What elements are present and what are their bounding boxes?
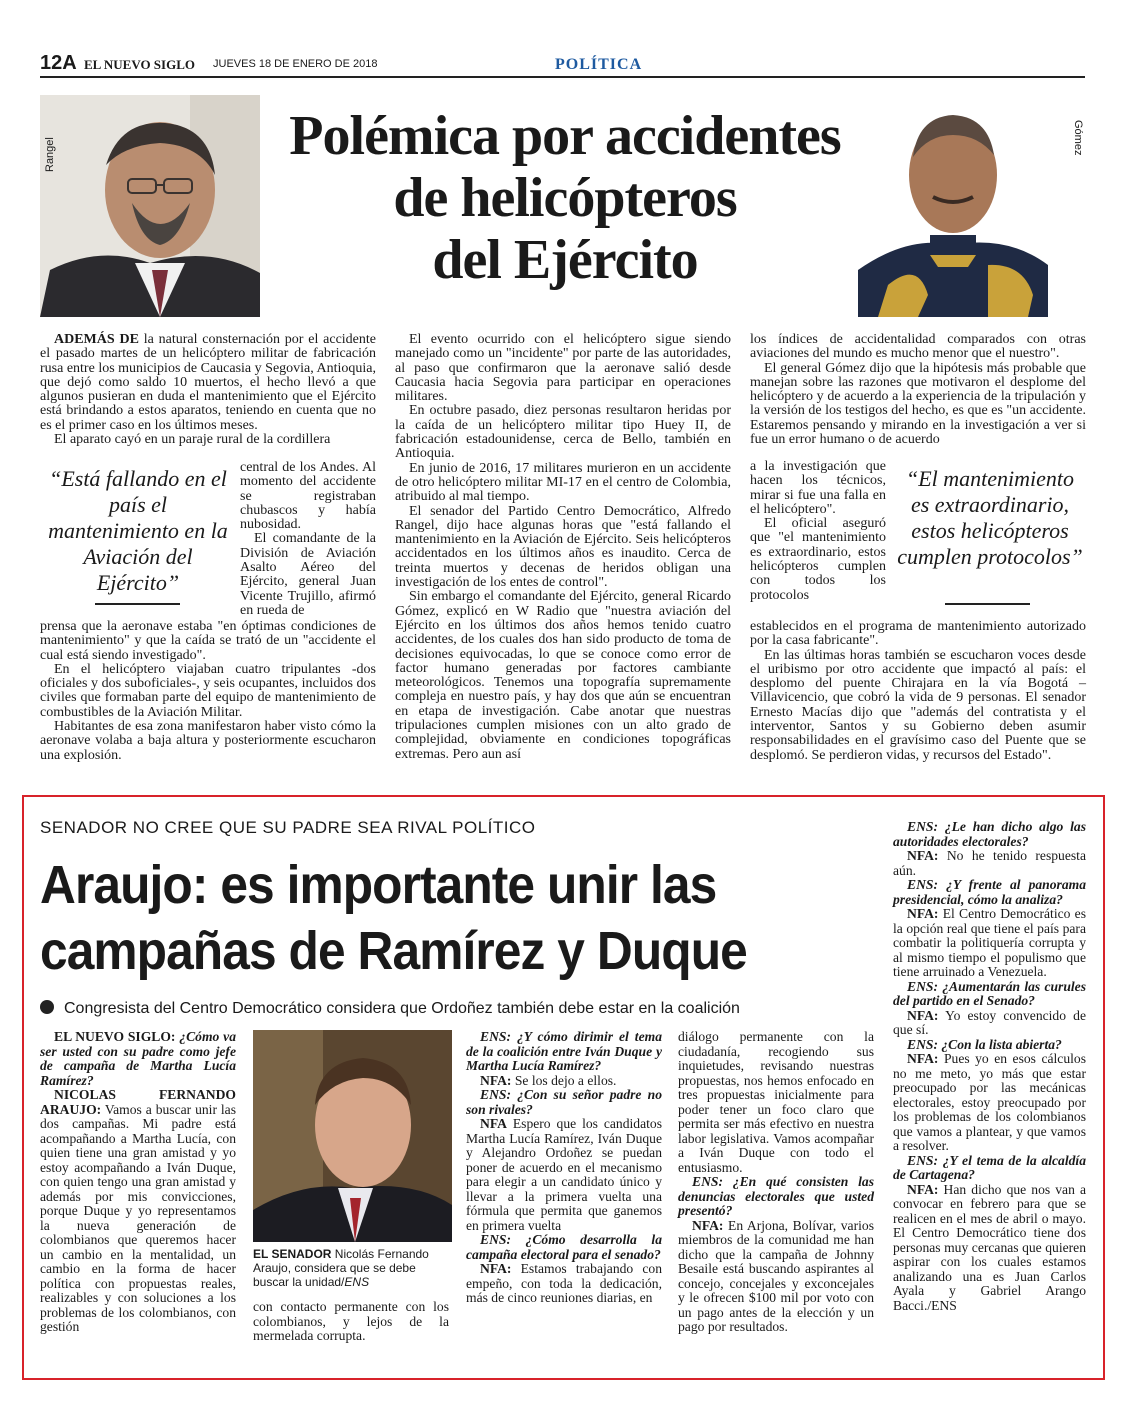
article1-column-1-bottom: prensa que la aeronave estaba "en óptimas condiciones de mantenimiento" y que la caída se trató de un "accidente el cual está siendo investigado". En el helicóptero viajaban cuatro tripulantes -dos oficiales y dos suboficiales-, y seis ocupantes, incluidos dos civiles que formaban parte del equipo de mantenimiento de combustibles de la Aviación Militar. Habitantes de esa zona manifestaron haber visto cómo la aeronave volaba a baja altura y posteriormente escucharon una explosión. xyxy=(40,619,376,763)
page-number: 12A xyxy=(40,52,77,74)
article1-column-3: los índices de accidentalidad comparados con otras aviaciones del mundo es mucho menor que el nuestro". El general Gómez dijo que la hipótesis más probable que manejan sobre las razones que motivaron el desplome del helicóptero y de acuerdo a la experiencia de la tripulación y la versión de los testigos del hecho, es que es "un accidente. Estaremos pensando y mirando en la investigación a ver si fue un error humano o de acuerdo xyxy=(750,332,1086,448)
article2-headline: Araujo: es importante unir las campañas de Ramírez y Duque xyxy=(40,855,747,981)
photo-credit-left: Rangel xyxy=(44,137,56,172)
interview-column-4: diálogo permanente con la ciudadanía, recogiendo sus inquietudes, revisando nuestras propuestas, nos hemos enfocado en tres propuestas inicialmente para poder tener un foco claro que permita ser más efectivo en nuestra labor legislativa. Vamos acompañar a Iván Duque con todo el entusiasmo. ENS: ¿En qué consisten las denuncias electorales que usted presentó? NFA: En Arjona, Bolívar, varios miembros de la comunidad me han dicho que la campaña de Johnny Besaile está buscando aspirantes al concejo, concejales y exconcejales y le ofrecen $100 mil por voto con un pago antes de la elección y un pago por resultados. xyxy=(678,1029,874,1334)
interview-column-1: EL NUEVO SIGLO: ¿Cómo va ser usted con su padre como jefe de campaña de Martha Lucía Ramírez? NICOLAS FERNANDO ARAUJO: Vamos a buscar unir las dos campañas. Mi padre está acompañando a Martha Lucía, con quien tiene una gran amistad y yo estoy acompañando a Iván Duque, con quien tengo una gran amistad y además por mis convicciones, porque Duque y yo representamos la nueva generación de colombianos que queremos hacer un cambio en la mentalidad, un cambio en la forma de hacer política con propuestas reales, realizables y con soluciones a los problemas de los colombianos, con gestión xyxy=(40,1029,236,1334)
photo-credit-right: Gómez xyxy=(1072,120,1084,156)
pull-quote-rule xyxy=(95,603,180,605)
senator-photo xyxy=(253,1030,452,1242)
gomez-photo xyxy=(858,95,1048,317)
section-name: POLÍTICA xyxy=(555,56,643,73)
issue-date: JUEVES 18 DE ENERO DE 2018 xyxy=(213,58,378,70)
pull-quote-left: “Está fallando en el país el mantenimiento en la Aviación del Ejército” xyxy=(48,466,228,595)
article2-kicker: SENADOR NO CREE QUE SU PADRE SEA RIVAL POLÍTICO xyxy=(40,818,536,837)
interview-column-2: con contacto permanente con los colombianos, y lejos de la mermelada corrupta. xyxy=(253,1299,449,1343)
lead-in: ADEMÁS DE xyxy=(54,332,139,347)
bullet-icon xyxy=(40,1000,54,1014)
article1-column-1-wrap: central de los Andes. Al momento del accidente se registraban chubascos y había nubosidad. El comandante de la División de Aviación Asalto Aéreo del Ejército, general Juan Vicente Trujillo, afirmó en rueda de xyxy=(240,460,376,618)
article2-subtitle: Congresista del Centro Democrático considera que Ordoñez también debe estar en la coalición xyxy=(40,1000,740,1018)
page-header xyxy=(40,50,1085,78)
rangel-photo xyxy=(40,95,260,317)
article1-column-2: El evento ocurrido con el helicóptero sigue siendo manejado como un "incidente" por parte de las autoridades, al paso que confirmaron que la aeronave salió desde Caucasia hacia Segovia para participar en operaciones militares. En octubre pasado, diez personas resultaron heridas por la caída de un helicóptero militar tipo Huey II, de fabricación estadounidense, cerca de Bello, también en Antioquia. En junio de 2016, 17 militares murieron en un accidente de otro helicóptero militar MI-17 en el centro de Colombia, atribuido al mal tiempo. El senador del Partido Centro Democrático, Alfredo Rangel, dijo hace algunas horas que "está fallando el mantenimiento en la Aviación de Ejército. Seis helicópteros accidentados en los últimos años es inaudito. Cerca de treinta muertos y decenas de heridos obligan una investigación de los entes de control". Sin embargo el comandante del Ejército, general Ricardo Gómez, explicó en W Radio que "nuestra aviación del Ejército en los últimos dos años hemos tenido cuatro accidentes, de los cuales dos han sido producto de toma de decisiones equivocadas, lo que se conoce como error de factor humano generadas por factores cambiante meteorológicos. Tenemos una topografía supremamente compleja en nuestro país, y hay dos que aún se encuentran en etapa de investigación. Cabe anotar que nuestras tripulaciones cumplen misiones con un alto grado de complejidad, obviamente en condiciones topográficas extremas. Pero aun así xyxy=(395,332,731,762)
article1-column-1: ADEMÁS DE la natural consternación por el accidente el pasado martes de un helicóptero militar de fabricación rusa entre los municipios de Caucasia y Segovia, Antioquia, que dejó como saldo 10 muertos, el hecho llevó a que algunos pusieran en duda el mantenimiento que el Ejército está brindando a estos aparatos, teniendo en cuenta que no es el primer caso en los últimos meses. El aparato cayó en un paraje rural de la cordillera xyxy=(40,332,376,448)
pull-quote-right: “El mantenimiento es extraordinario, estos helicópteros cumplen protocolos” xyxy=(897,466,1083,569)
article1-headline: Polémica por accidentes de helicópteros del Ejército xyxy=(289,105,841,291)
article1-column-3-wrap: a la investigación que hacen los técnicos, mirar si fue una falla en el helicóptero". El oficial aseguró que "el mantenimiento es extraordinario, estos helicópteros cumplen con todos los protocolos xyxy=(750,459,886,603)
interview-column-3: ENS: ¿Y cómo dirimir el tema de la coalición entre Iván Duque y Martha Lucía Ramírez? NFA: Se los dejo a ellos. ENS: ¿Con su señor padre no son rivales? NFA Espero que los candidatos Martha Lucía Ramírez, Iván Duque y Alejandro Ordoñez se puedan poner de acuerdo en el mecanismo para elegir a un candidato único y llevar a la primera vuelta una fórmula que permita que ganemos en primera vuelta ENS: ¿Cómo desarrolla la campaña electoral para el senado? NFA: Estamos trabajando con empeño, con toda la dedicación, más de cinco reuniones diarias, en xyxy=(466,1029,662,1305)
photo-caption: EL SENADOR Nicolás Fernando Araujo, considera que se debe buscar la unidad/ENS xyxy=(253,1247,429,1289)
article1-column-3-bottom: establecidos en el programa de mantenimiento autorizado por la casa fabricante". En las últimas horas también se escucharon voces desde el uribismo por otro accidente que impactó al país: el desplomo del puente Chirajara en la vía Bogotá – Villavicencio, que cobró la vida de 9 personas. El senador Ernesto Macías dijo que "además del contratista y el interventor, Santos y su Gobierno deben asumir responsabilidades en el gravísimo caso del Puente que se desplomó. Se perdieron vidas, y recursos del Estado". xyxy=(750,619,1086,763)
newspaper-name: EL NUEVO SIGLO xyxy=(84,57,195,72)
pull-quote-rule xyxy=(945,603,1030,605)
interview-column-5: ENS: ¿Le han dicho algo las autoridades electorales? NFA: No he tenido respuesta aún. ENS: ¿Y frente al panorama presidencial, cómo la analiza? NFA: El Centro Democrático es la opción real que tiene el país para combatir la politiquería corrupta y al mismo tiempo el populismo que tiene arruinado a Venezuela. ENS: ¿Aumentarán las curules del partido en el Senado? NFA: Yo estoy convencido de que sí. ENS: ¿Con la lista abierta? NFA: Pues yo en esos cálculos no me meto, yo más que estar preocupado por las mecánicas electorales, estoy preocupado por los problemas de los colombianos que vamos a plantear, y que vamos a resolver. ENS: ¿Y el tema de la alcaldía de Cartagena? NFA: Han dicho que nos van a convocar en febrero para que se realicen en el mes de abril o mayo. El Centro Democrático tiene dos personas muy cercanas que quieren aspirar con los cuales estamos analizando una es Juan Carlos Ayala y Gabriel Arango Bacci./ENS xyxy=(893,819,1086,1313)
